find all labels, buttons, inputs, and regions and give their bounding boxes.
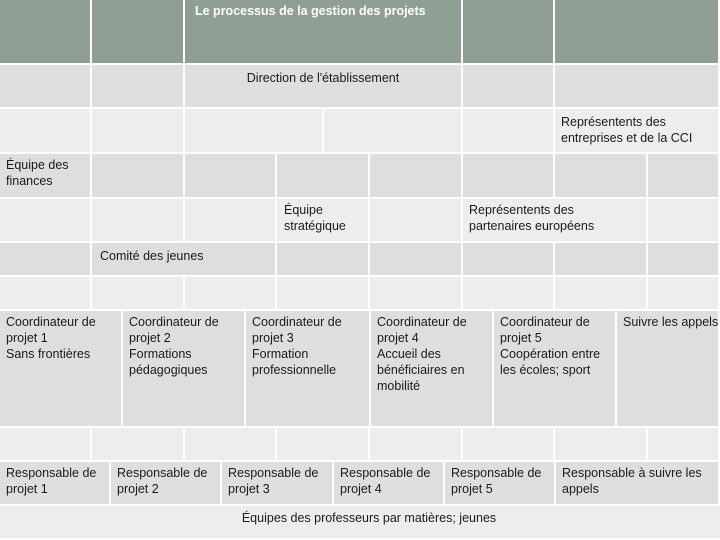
blank-cell [463,428,555,462]
blank-cell [463,277,555,311]
coordinator-cell-3: Coordinateur de projet 3 Formation professionnelle [246,311,371,428]
blank-cell [648,154,720,199]
blank-cell [0,243,92,277]
blank-cell [463,243,555,277]
blank-cell [185,154,277,199]
responsable-appels-cell: Responsable à suivre les appels [556,462,720,506]
blank-cell [92,277,185,311]
blank-cell [463,109,555,154]
blank-cell [555,154,648,199]
blank-cell [277,243,370,277]
responsable-cell-3: Responsable de projet 3 [222,462,334,506]
header-cell-5 [555,0,720,65]
blank-cell [0,65,92,109]
blank-cell [0,109,92,154]
blank-cell [370,428,463,462]
blank-cell [648,277,720,311]
blank-cell [92,154,185,199]
blank-cell [92,65,185,109]
direction-cell: Direction de l'établissement [185,65,463,109]
blank-cell [648,428,720,462]
blank-cell [555,277,648,311]
blank-cell [463,154,555,199]
blank-cell [277,277,370,311]
blank-cell [185,199,277,243]
blank-cell [648,243,720,277]
coordinator-cell-4: Coordinateur de projet 4 Accueil des bénéficiaires en mobilité [371,311,494,428]
header-cell-4 [463,0,555,65]
blank-cell [277,154,370,199]
suivre-appels-cell: Suivre les appels [617,311,720,428]
comite-jeunes-cell: Comité des jeunes [92,243,277,277]
equipe-strategique-cell: Équipe stratégique [277,199,370,243]
representants-partenaires-cell: Représentents des partenaires européens [463,199,648,243]
blank-cell [463,65,555,109]
page-title: Le processus de la gestion des projets [185,0,463,65]
blank-cell [0,428,92,462]
blank-cell [324,109,463,154]
responsable-cell-1: Responsable de projet 1 [0,462,111,506]
blank-cell [92,428,185,462]
responsable-cell-4: Responsable de projet 4 [334,462,445,506]
blank-cell [370,277,463,311]
blank-cell [555,243,648,277]
coordinator-cell-1: Coordinateur de projet 1 Sans frontières [0,311,123,428]
blank-cell [92,199,185,243]
header-cell-1 [0,0,92,65]
coordinator-cell-5: Coordinateur de projet 5 Coopération entre les écoles; sport [494,311,617,428]
equipe-finances-cell: Équipe des finances [0,154,92,199]
blank-cell [370,154,463,199]
header-cell-2 [92,0,185,65]
responsable-cell-5: Responsable de projet 5 [445,462,556,506]
blank-cell [0,199,92,243]
footer-cell: Équipes des professeurs par matières; jeunes [0,506,720,540]
representants-entreprises-cell: Représentents des entreprises et de la CCI [555,109,720,154]
blank-cell [185,109,324,154]
blank-cell [185,428,277,462]
coordinator-cell-2: Coordinateur de projet 2 Formations pédagogiques [123,311,246,428]
blank-cell [92,109,185,154]
responsable-cell-2: Responsable de projet 2 [111,462,222,506]
blank-cell [648,199,720,243]
blank-cell [277,428,370,462]
blank-cell [185,277,277,311]
blank-cell [0,277,92,311]
blank-cell [370,199,463,243]
blank-cell [555,65,720,109]
blank-cell [370,243,463,277]
blank-cell [555,428,648,462]
